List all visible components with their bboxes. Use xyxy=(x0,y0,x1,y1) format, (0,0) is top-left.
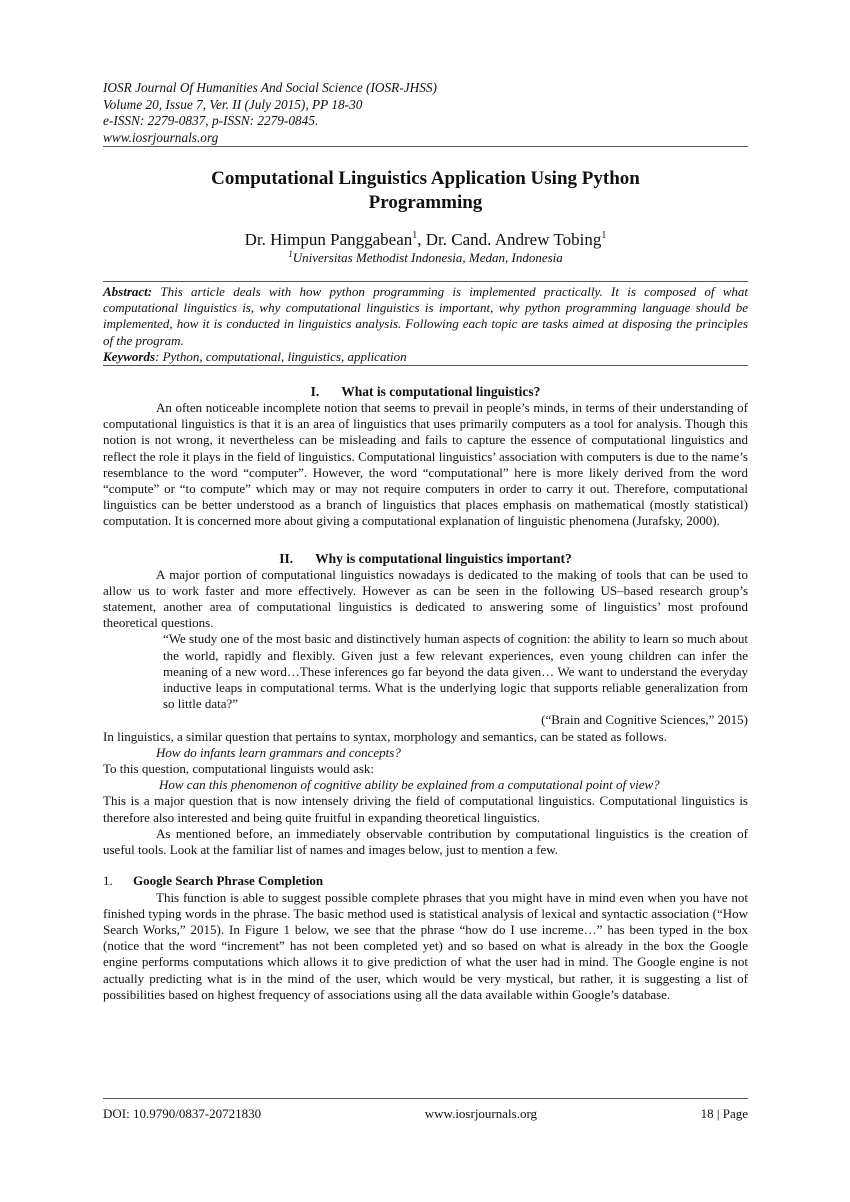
author-2: Dr. Cand. Andrew Tobing xyxy=(425,230,602,249)
abstract-bottom-divider xyxy=(103,365,748,366)
paper-title xyxy=(103,167,748,215)
header-divider xyxy=(103,146,748,147)
keywords xyxy=(103,349,748,365)
list-item-1-heading xyxy=(103,873,748,889)
block-quote: “We study one of the most basic and distinctively human aspects of cognition: the ability to learn so much about the world, rapidly and flexibly. Given just a few relevant experiences, even young children can infer the meaning of a new word…These inferences go far beyond the data given… We want to understand the everyday inductive leaps in computational terms. What is the underlying logic that supports reliable generalization from so little data?” xyxy=(163,631,748,712)
section-1-title: What is computational linguistics? xyxy=(341,384,541,400)
journal-name: IOSR Journal Of Humanities And Social Science (IOSR-JHSS) xyxy=(103,80,437,95)
infant-question: How do infants learn grammars and concepts? xyxy=(156,744,401,760)
computational-question: How can this phenomenon of cognitive ability be explained from a computational point of view? xyxy=(159,777,660,793)
volume-info: Volume 20, Issue 7, Ver. II (July 2015), PP 18-30 xyxy=(103,96,363,112)
section-2-line-1: In linguistics, a similar question that pertains to syntax, morphology and semantics, can be stated as follows. xyxy=(103,728,667,744)
journal-website[interactable]: www.iosrjournals.org xyxy=(103,129,219,145)
footer-website[interactable]: www.iosrjournals.org xyxy=(424,1106,538,1121)
abstract-top-divider xyxy=(103,281,748,282)
author-2-affil-mark: 1 xyxy=(601,230,607,241)
keywords-label: Keywords xyxy=(103,348,155,364)
affiliation xyxy=(103,250,748,266)
page-content xyxy=(103,80,748,1003)
quote-citation: (“Brain and Cognitive Sciences,” 2015) xyxy=(541,712,748,728)
issn-info: e-ISSN: 2279-0837, p-ISSN: 2279-0845. xyxy=(103,113,319,128)
section-2-title: Why is computational linguistics important? xyxy=(315,550,572,566)
page-footer xyxy=(103,1098,748,1122)
affiliation-mark: 1 xyxy=(288,249,293,259)
abstract-label: Abstract: xyxy=(103,284,153,299)
section-2-paragraph-3: As mentioned before, an immediately observable contribution by computational linguistics is the creation of useful tools. Look at the familiar list of names and images below, just to mention a few. xyxy=(103,825,748,858)
section-2-number: II. xyxy=(279,550,294,566)
author-1: Dr. Himpun Panggabean xyxy=(244,230,413,249)
section-2-line-2: To this question, computational linguists would ask: xyxy=(103,761,374,777)
title-line-2: Programming xyxy=(368,192,483,213)
list-item-1-title: Google Search Phrase Completion xyxy=(133,873,324,889)
author-1-affil-mark: 1 xyxy=(412,230,418,241)
section-2-heading xyxy=(103,550,748,567)
affiliation-text: Universitas Methodist Indonesia, Medan, Indonesia xyxy=(292,250,563,265)
author-separator: , xyxy=(417,230,426,249)
section-2-paragraph-1: A major portion of computational linguistics nowadays is dedicated to the making of tools that can be used to allow us to work faster and more effectively. However as can be seen in the following US–based research group’s statement, another area of computational linguistics is dedicated to answering some of linguistics’ most profound theoretical questions. xyxy=(103,566,748,631)
abstract-text: This article deals with how python programming is implemented practically. It is composed of what computational linguistics is, why computational linguistics is important, why python programming language should be implemented, how it is conducted in linguistics analysis. Following each topic are tasks aimed at disposing the principles of the program. xyxy=(103,284,748,348)
list-item-1-paragraph: This function is able to suggest possible complete phrases that you might have in mind even when you have not finished typing words in the phrase. The basic method used is statistical analysis of lexical and syntactic association (“How Search Works,” 2015). In Figure 1 below, we see that the phrase “how do I use increme…” has been typed in the box (notice that the word “increment” has not been completed yet) and so based on what is already in the box the Google engine performs computations which allows it to give prediction of what the user had in mind. The Google engine is not actually predicting what is in the mind of the user, which would be very mystical, but rather, it is suggesting a list of possibilities based on highest frequency of associations using all the data available within Google’s database. xyxy=(103,889,748,1002)
keywords-text: : Python, computational, linguistics, application xyxy=(155,348,407,364)
abstract xyxy=(103,284,748,349)
journal-header xyxy=(103,80,748,146)
section-1-number: I. xyxy=(310,384,320,400)
section-1-heading xyxy=(103,383,748,400)
author-list xyxy=(103,230,748,250)
footer-doi: DOI: 10.9790/0837-20721830 xyxy=(103,1106,262,1121)
footer-page-number: 18 | Page xyxy=(700,1106,748,1121)
title-line-1: Computational Linguistics Application Using Python xyxy=(211,168,640,189)
section-2-paragraph-2: This is a major question that is now intensely driving the field of computational linguistics. Computational linguistics is therefore also interested and being quite fruitful in expanding theoretical linguistics. xyxy=(103,793,748,825)
list-item-1-number: 1. xyxy=(103,873,113,889)
section-1-paragraph: An often noticeable incomplete notion that seems to prevail in people’s minds, in terms of their understanding of computational linguistics is that it is an area of linguistics that uses primarily computers as a tool for analysis. Though this notion is not wrong, it nevertheless can be misleading and fails to capture the essence of computational linguistics and reflect the role it plays in the field of linguistics. Computational linguistics’ association with computers is due to the name’s resemblance to the word “computer”. However, the word “computational” here is more likely derived from the word “compute” or “to compute” which may or may not require computers in order to carry it out. Therefore, computational linguistics can be better understood as a branch of linguistics that places emphasis on mathematical (mostly statistical) computation. It is concerned more about giving a computational explanation of linguistic phenomena (Jurafsky, 2000). xyxy=(103,400,748,529)
